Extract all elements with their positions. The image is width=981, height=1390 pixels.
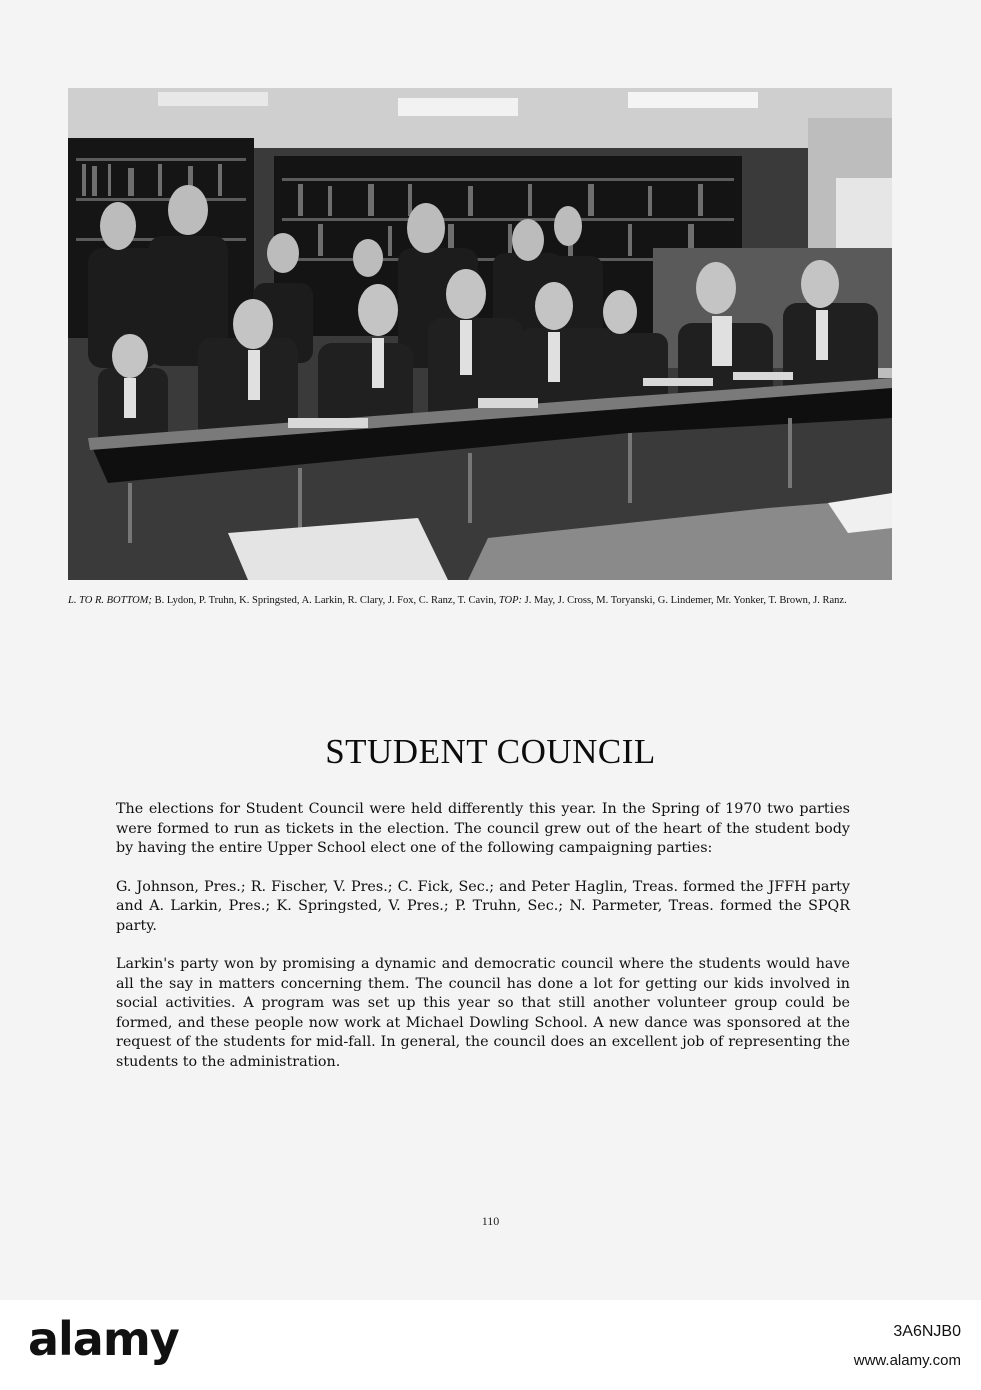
caption-bottom-label: L. TO R. BOTTOM;	[68, 595, 152, 606]
caption-top-label: TOP:	[498, 595, 523, 606]
caption-bottom-names: B. Lydon, P. Truhn, K. Springsted, A. Larkin, R. Clary, J. Fox, C. Ranz, T. Cavin,	[151, 595, 499, 606]
brand-logo: alamy	[28, 1312, 179, 1366]
image-id: 3A6NJB0	[893, 1323, 961, 1340]
photo-caption	[68, 594, 892, 608]
group-photo-illustration	[68, 88, 892, 580]
paragraph-elections: The elections for Student Council were held differently this year. In the Spring of 1970 two parties were formed to run as tickets in the election. The council grew out of the heart of the student body by having the entire Upper School elect one of the following campaigning parties:	[116, 801, 850, 856]
page-title: STUDENT COUNCIL	[325, 732, 656, 771]
paragraph-results: Larkin's party won by promising a dynamic and democratic council where the students would have all the say in matters concerning them. The council has done a lot for getting our kids involved in social activities. A program was set up this year so that still another volunteer group could be formed, and these people now work at Michael Dowling School. A new dance was sponsored at the request of the students for mid-fall. In general, the council does an excellent job of representing the students to the administration.	[116, 956, 850, 1070]
article-body	[116, 800, 850, 1091]
group-photo	[68, 88, 892, 580]
paragraph-parties: G. Johnson, Pres.; R. Fischer, V. Pres.; C. Fick, Sec.; and Peter Haglin, Treas. formed the JFFH party and A. Larkin, Pres.; K. Springsted, V. Pres.; P. Truhn, Sec.; N. Parmeter, Treas. formed the SPQR party.	[116, 878, 850, 934]
page-number: 110	[481, 1214, 500, 1228]
site-url[interactable]: www.alamy.com	[853, 1352, 961, 1369]
caption-top-names: J. May, J. Cross, M. Toryanski, G. Lindemer, Mr. Yonker, T. Brown, J. Ranz.	[522, 595, 847, 606]
